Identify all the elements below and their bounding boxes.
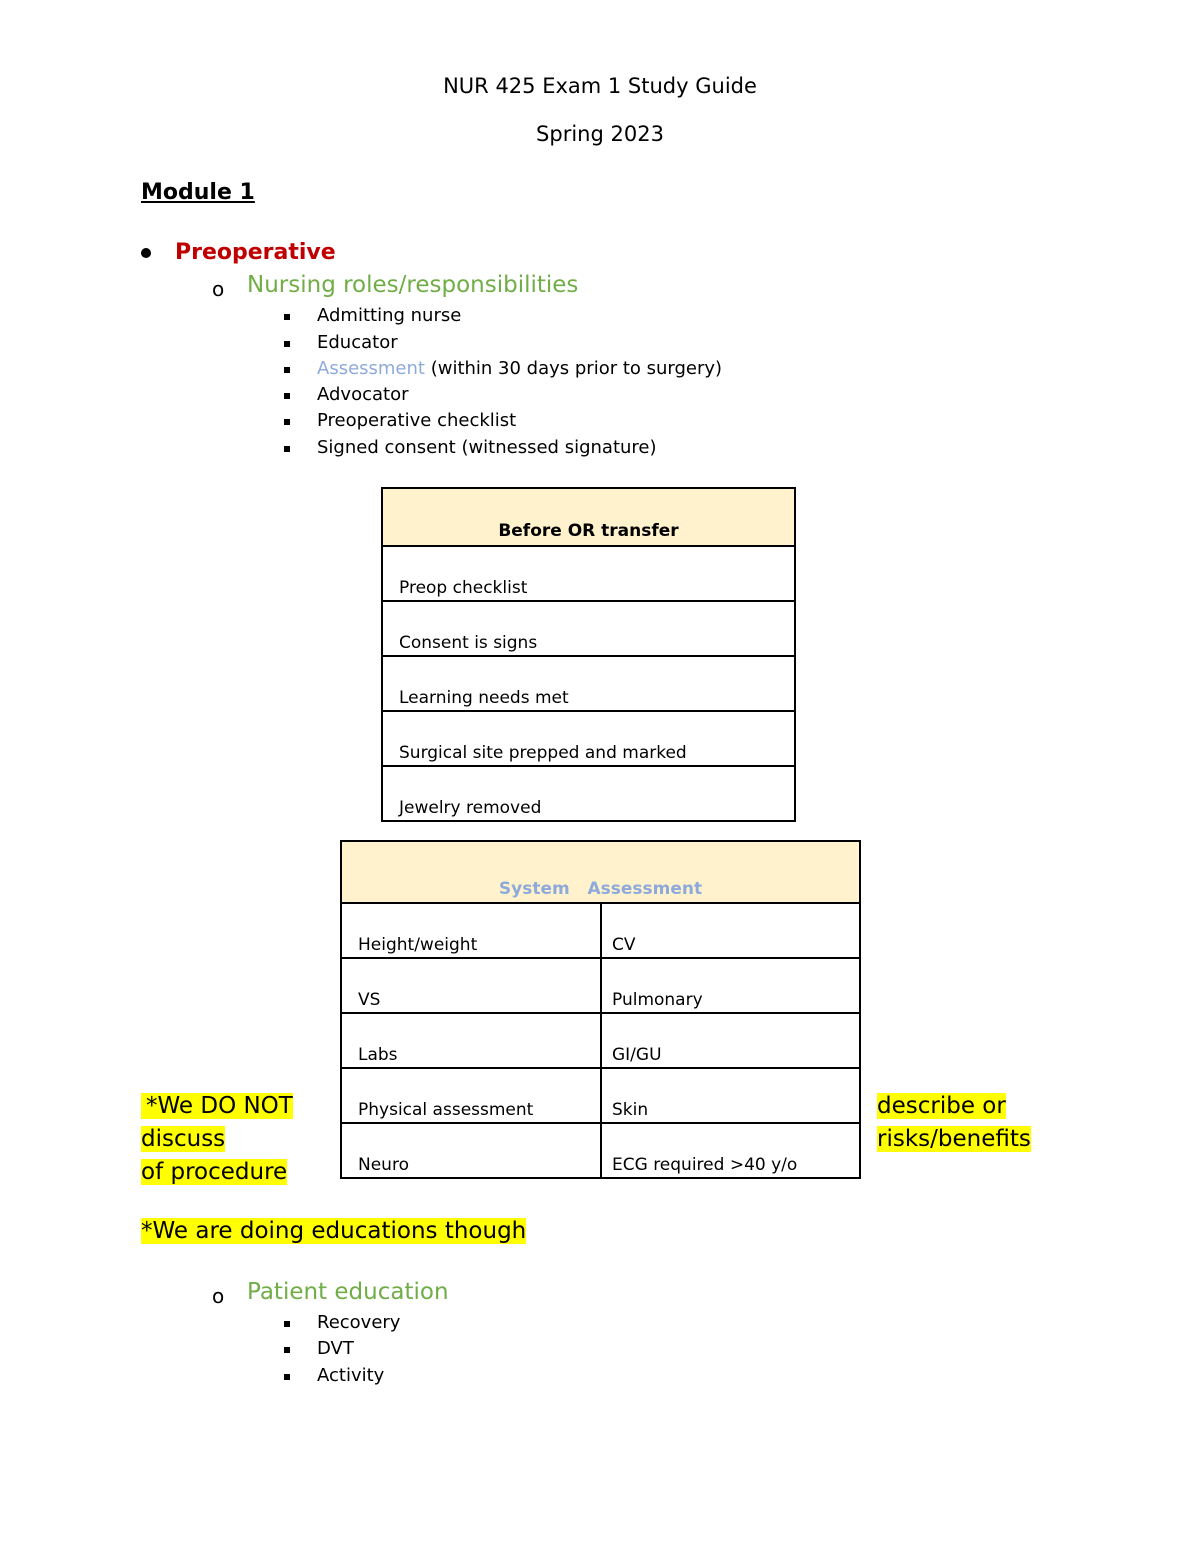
table-cell: Height/weight (341, 903, 601, 958)
list-item: Advocator (317, 384, 409, 405)
table-cell: Learning needs met (382, 656, 795, 711)
table-cell: Surgical site prepped and marked (382, 711, 795, 766)
square-bullet-icon (284, 341, 290, 347)
right-note (877, 1090, 1031, 1156)
list-item: Admitting nurse (317, 305, 462, 326)
table-cell: ECG required >40 y/o (601, 1123, 860, 1178)
preoperative-heading: Preoperative (175, 240, 336, 265)
list-item: DVT (317, 1338, 354, 1359)
square-bullet-icon (284, 446, 290, 452)
highlighted-note: of procedure (141, 1159, 288, 1185)
assessment-header: Assessment (587, 879, 703, 899)
highlighted-note: describe or (877, 1093, 1006, 1119)
document-title: NUR 425 Exam 1 Study Guide (443, 74, 757, 98)
table-cell: Jewelry removed (382, 766, 795, 821)
table-cell: GI/GU (601, 1013, 860, 1068)
list-item: Preoperative checklist (317, 410, 517, 431)
table-cell: Skin (601, 1068, 860, 1123)
assessment-note: (within 30 days prior to surgery) (424, 358, 723, 379)
patient-education-heading: Patient education (247, 1279, 449, 1305)
square-bullet-icon (284, 419, 290, 425)
left-note (141, 1090, 293, 1189)
document-subtitle: Spring 2023 (536, 122, 664, 146)
hollow-bullet-icon: o (212, 1284, 225, 1308)
highlighted-note: *We are doing educations though (141, 1218, 527, 1244)
before-or-transfer-table (381, 487, 796, 822)
list-item: Activity (317, 1365, 385, 1386)
system-assessment-table (340, 840, 861, 1179)
list-item: Recovery (317, 1312, 401, 1333)
square-bullet-icon (284, 1347, 290, 1353)
assessment-term: Assessment (317, 358, 425, 379)
highlighted-note: *We DO NOT (141, 1093, 293, 1119)
square-bullet-icon (284, 1321, 290, 1327)
module-heading: Module 1 (141, 180, 255, 205)
square-bullet-icon (284, 314, 290, 320)
table-cell: Consent is signs (382, 601, 795, 656)
table-cell: Labs (341, 1013, 601, 1068)
table-header: Before OR transfer (382, 488, 795, 546)
system-header: System (498, 879, 570, 899)
square-bullet-icon (284, 367, 290, 373)
table-cell: Pulmonary (601, 958, 860, 1013)
nursing-roles-heading: Nursing roles/responsibilities (247, 272, 579, 298)
table-cell: Physical assessment (341, 1068, 601, 1123)
list-item: Educator (317, 332, 398, 353)
table-header (341, 841, 860, 903)
square-bullet-icon (284, 393, 290, 399)
highlighted-note: discuss (141, 1126, 226, 1152)
list-item (317, 358, 722, 379)
square-bullet-icon (284, 1374, 290, 1380)
table-cell: VS (341, 958, 601, 1013)
list-item: Signed consent (witnessed signature) (317, 437, 657, 458)
table-cell: Neuro (341, 1123, 601, 1178)
table-cell: CV (601, 903, 860, 958)
education-note (141, 1215, 526, 1248)
highlighted-note: risks/benefits (877, 1126, 1031, 1152)
bullet-disc-icon (141, 248, 151, 258)
hollow-bullet-icon: o (212, 277, 225, 301)
table-cell: Preop checklist (382, 546, 795, 601)
